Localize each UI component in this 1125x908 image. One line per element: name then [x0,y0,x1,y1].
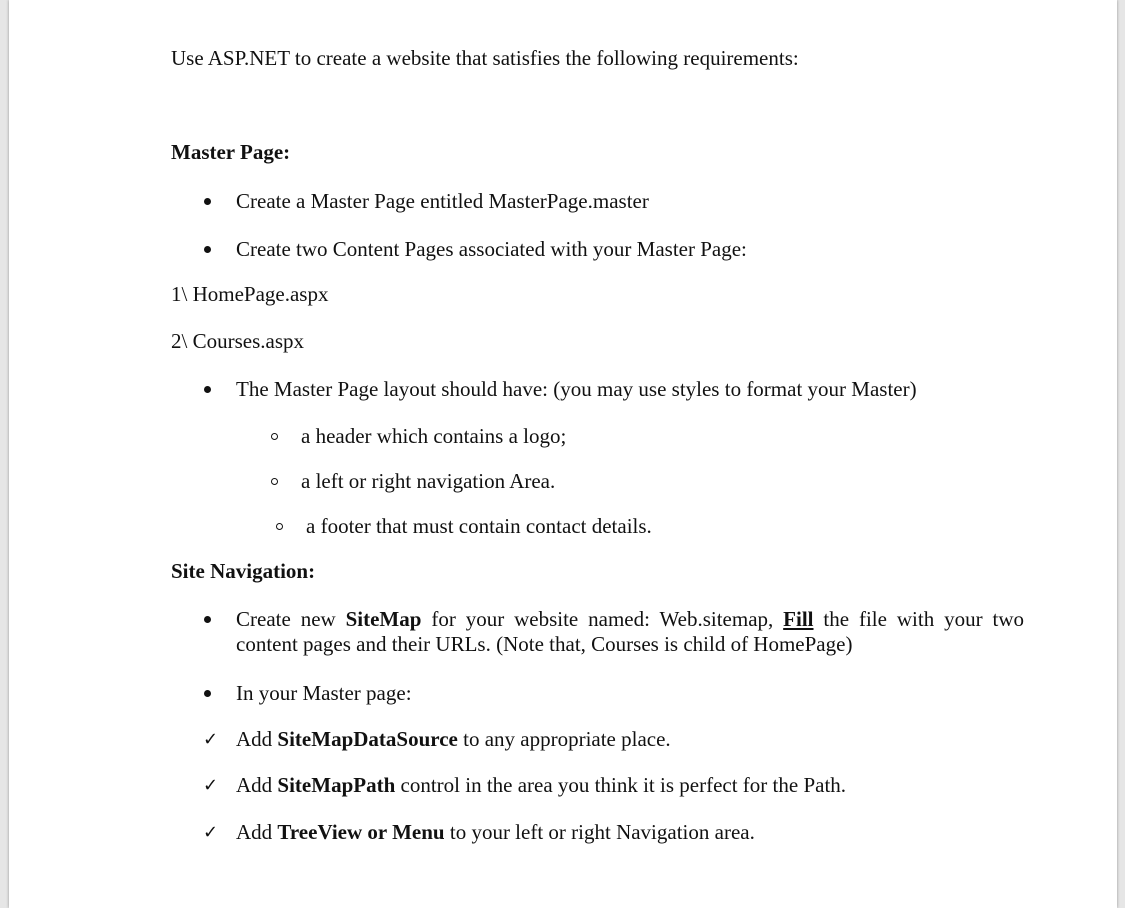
checkmark-icon: ✓ [203,822,219,843]
master-bullet-1: Create a Master Page entitled MasterPage.master [236,189,649,213]
content-page-2: 2\ Courses.aspx [171,329,304,353]
check-item-treeview: Add TreeView or Menu to your left or right Navigation area. [236,820,755,844]
bullet-dot-icon [204,386,211,393]
bullet-dot-icon [204,616,211,623]
master-page-heading: Master Page: [171,140,291,164]
site-navigation-heading: Site Navigation: [171,559,316,583]
layout-item-navigation: a left or right navigation Area. [301,469,556,493]
layout-item-footer: a footer that must contain contact details. [306,514,652,538]
document-page [9,0,1117,908]
check-item-sitemappath: Add SiteMapPath control in the area you think it is perfect for the Path. [236,773,847,797]
checkmark-icon: ✓ [203,729,219,750]
sitemap-bullet-line-1: Create new SiteMap for your website named: Web.sitemap, Fill the file with your two [236,607,1024,631]
master-bullet-3: The Master Page layout should have: (you may use styles to format your Master) [236,377,917,401]
bullet-dot-icon [204,690,211,697]
sitemap-bullet-line-2: content pages and their URLs. (Note that, Courses is child of HomePage) [236,632,853,656]
bullet-circle-icon [276,523,283,530]
content-page-1: 1\ HomePage.aspx [171,282,329,306]
layout-item-header: a header which contains a logo; [301,424,567,448]
check-item-sitemapdatasource: Add SiteMapDataSource to any appropriate place. [236,727,671,751]
bullet-dot-icon [204,198,211,205]
intro-text: Use ASP.NET to create a website that satisfies the following requirements: [171,46,799,70]
bullet-dot-icon [204,246,211,253]
master-bullet-2: Create two Content Pages associated with your Master Page: [236,237,747,261]
master-page-bullet: In your Master page: [236,681,412,705]
bullet-circle-icon [271,433,278,440]
checkmark-icon: ✓ [203,775,219,796]
bullet-circle-icon [271,478,278,485]
